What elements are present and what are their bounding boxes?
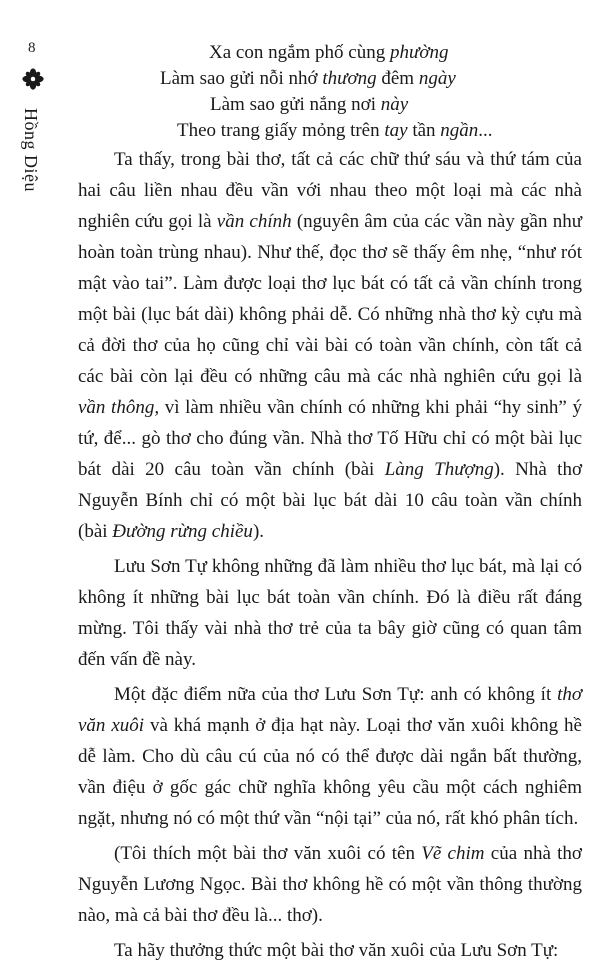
text-run: ). Nhà thơ Nguyễn Bính chỉ có một bài lục bát dài 10 câu toàn vần chính (bài: [78, 459, 583, 542]
italic-text: phường: [389, 42, 449, 63]
text-run: Một đặc điểm nữa của thơ Lưu Sơn Tự: anh có không ít: [114, 684, 558, 705]
text-run: tần: [407, 120, 441, 141]
italic-text: thương: [322, 68, 377, 89]
page-number: 8: [28, 40, 36, 56]
poem-line: [209, 40, 449, 66]
flower-ornament-icon: [22, 68, 44, 90]
text-run: Xa con ngắm phố cùng: [209, 42, 390, 63]
italic-text: Đường rừng chiều: [112, 521, 253, 542]
paragraph: [78, 838, 582, 931]
text-run: Làm sao gửi nỗi nhớ: [160, 68, 323, 89]
paragraph: [78, 551, 582, 675]
text-run: ...: [478, 120, 493, 141]
text-run: của nhà thơ Nguyễn Lương Ngọc. Bài thơ không hề có một vần thông thường nào, mà cả bài thơ đều là... thơ).: [78, 843, 582, 926]
text-run: vì làm nhiều vần chính có những khi phải “hy sinh” ý tứ, để... gò thơ cho đúng vần. Nhà thơ Tố Hữu chỉ có một bài lục bát dài 20 câu toàn vần chính (bài: [78, 397, 582, 480]
italic-text: ngần: [440, 120, 479, 141]
poem-line: [177, 118, 493, 144]
italic-text: vần thông,: [78, 397, 160, 418]
running-head-author: Hồng Diệu: [21, 108, 41, 192]
text-run: (nguyên âm của các vần này gần như hoàn toàn trùng nhau). Như thế, đọc thơ sẽ thấy êm nhẹ, “như rót mật vào tai”. Làm được loại thơ lục bát có tất cả vần chính trong một bài (lục bát dài) không phải dễ. Có những nhà thơ kỳ cựu mà cả đời thơ của họ cũng chỉ vài bài có toàn vần chính, còn tất cả các bài còn lại đều có những câu mà các nhà nghiên cứu gọi là: [78, 211, 582, 387]
italic-text: vần chính: [216, 211, 292, 232]
paragraph: [78, 935, 582, 966]
paragraph: [78, 679, 582, 834]
text-run: Ta thấy, trong bài thơ, tất cả các chữ thứ sáu và thứ tám của hai câu liền nhau đều vần với nhau theo một loại mà các nhà nghiên cứu gọi là: [78, 149, 582, 232]
body-text: [78, 144, 582, 970]
text-run: ).: [252, 521, 265, 542]
text-run: đêm: [376, 68, 419, 89]
text-run: (Tôi thích một bài thơ văn xuôi có tên: [114, 843, 422, 864]
italic-text: này: [380, 94, 409, 115]
text-run: Làm sao gửi nắng nơi: [210, 94, 381, 115]
paragraph: [78, 144, 582, 547]
italic-text: tay: [384, 120, 408, 141]
text-run: Ta hãy thưởng thức một bài thơ văn xuôi của Lưu Sơn Tự:: [114, 940, 559, 961]
text-run: Lưu Sơn Tự không những đã làm nhiều thơ lục bát, mà lại có không ít những bài lục bát toàn vần chính. Đó là điều rất đáng mừng. Tôi thấy vài nhà thơ trẻ của ta bây giờ cũng có quan tâm đến vấn đề này.: [78, 556, 582, 670]
text-run: và khá mạnh ở địa hạt này. Loại thơ văn xuôi không hề dễ làm. Cho dù câu cú của nó có thể được dài ngắn bất thường, vần điệu ở gốc gác chữ nghĩa không yêu cầu một cách nghiêm ngặt, nhưng nó có một thứ vần “nội tại” của nó, rất khó phân tích.: [78, 715, 582, 829]
italic-text: thơ văn xuôi: [78, 684, 582, 736]
italic-text: Vẽ chim: [421, 843, 485, 864]
text-run: Theo trang giấy mỏng trên: [177, 120, 385, 141]
italic-text: Làng Thượng: [384, 459, 494, 480]
poem-line: [210, 92, 408, 118]
italic-text: ngày: [418, 68, 456, 89]
poem-line: [160, 66, 456, 92]
